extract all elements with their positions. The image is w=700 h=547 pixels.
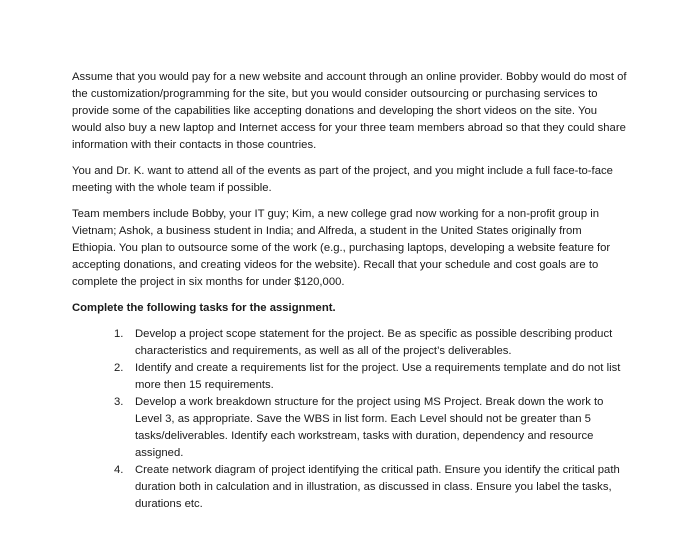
task-item <box>72 326 628 360</box>
task-list <box>72 326 628 513</box>
document-body <box>72 69 628 513</box>
task-number: 3. <box>114 396 124 408</box>
task-text: Develop a work breakdown structure for the project using MS Project. Break down the work to Level 3, as appropriate. Save the WBS in list form. Each Level should not be greater than 5 tasks/deliverables. Identify each workstream, tasks with duration, dependency and resource assigned. <box>135 396 604 459</box>
task-number: 4. <box>114 464 124 476</box>
task-text: Identify and create a requirements list for the project. Use a requirements template and do not list more then 15 requirements. <box>135 362 621 391</box>
task-number: 2. <box>114 362 124 374</box>
tasks-heading: Complete the following tasks for the assignment. <box>72 302 336 314</box>
task-text: Develop a project scope statement for the project. Be as specific as possible describing product characteristics and requirements, as well as all of the project’s deliverables. <box>135 328 613 357</box>
paragraph-team: Team members include Bobby, your IT guy; Kim, a new college grad now working for a non-profit group in Vietnam; Ashok, a business student in India; and Alfreda, a student in the United States originally from Ethiopia. You plan to outsource some of the work (e.g., purchasing laptops, developing a website feature for accepting donations, and creating videos for the website). Recall that your schedule and cost goals are to complete the project in six months for under $120,000. <box>72 208 611 288</box>
task-number: 1. <box>114 328 124 340</box>
task-item <box>72 360 628 394</box>
paragraph-events: You and Dr. K. want to attend all of the events as part of the project, and you might include a full face-to-face meeting with the whole team if possible. <box>72 165 613 194</box>
task-item <box>72 394 628 462</box>
task-item <box>72 462 628 513</box>
paragraph-website: Assume that you would pay for a new website and account through an online provider. Bobby would do most of the customization/programming for the site, but you would consider outsourcing or purchasing services to provide some of the capabilities like accepting donations and developing the short videos on the site. You would also buy a new laptop and Internet access for your three team members abroad so that they could share information with their contacts in those countries. <box>72 71 627 151</box>
task-text: Create network diagram of project identifying the critical path. Ensure you identify the critical path duration both in calculation and in illustration, as discussed in class. Ensure you label the tasks, durations etc. <box>135 464 620 510</box>
